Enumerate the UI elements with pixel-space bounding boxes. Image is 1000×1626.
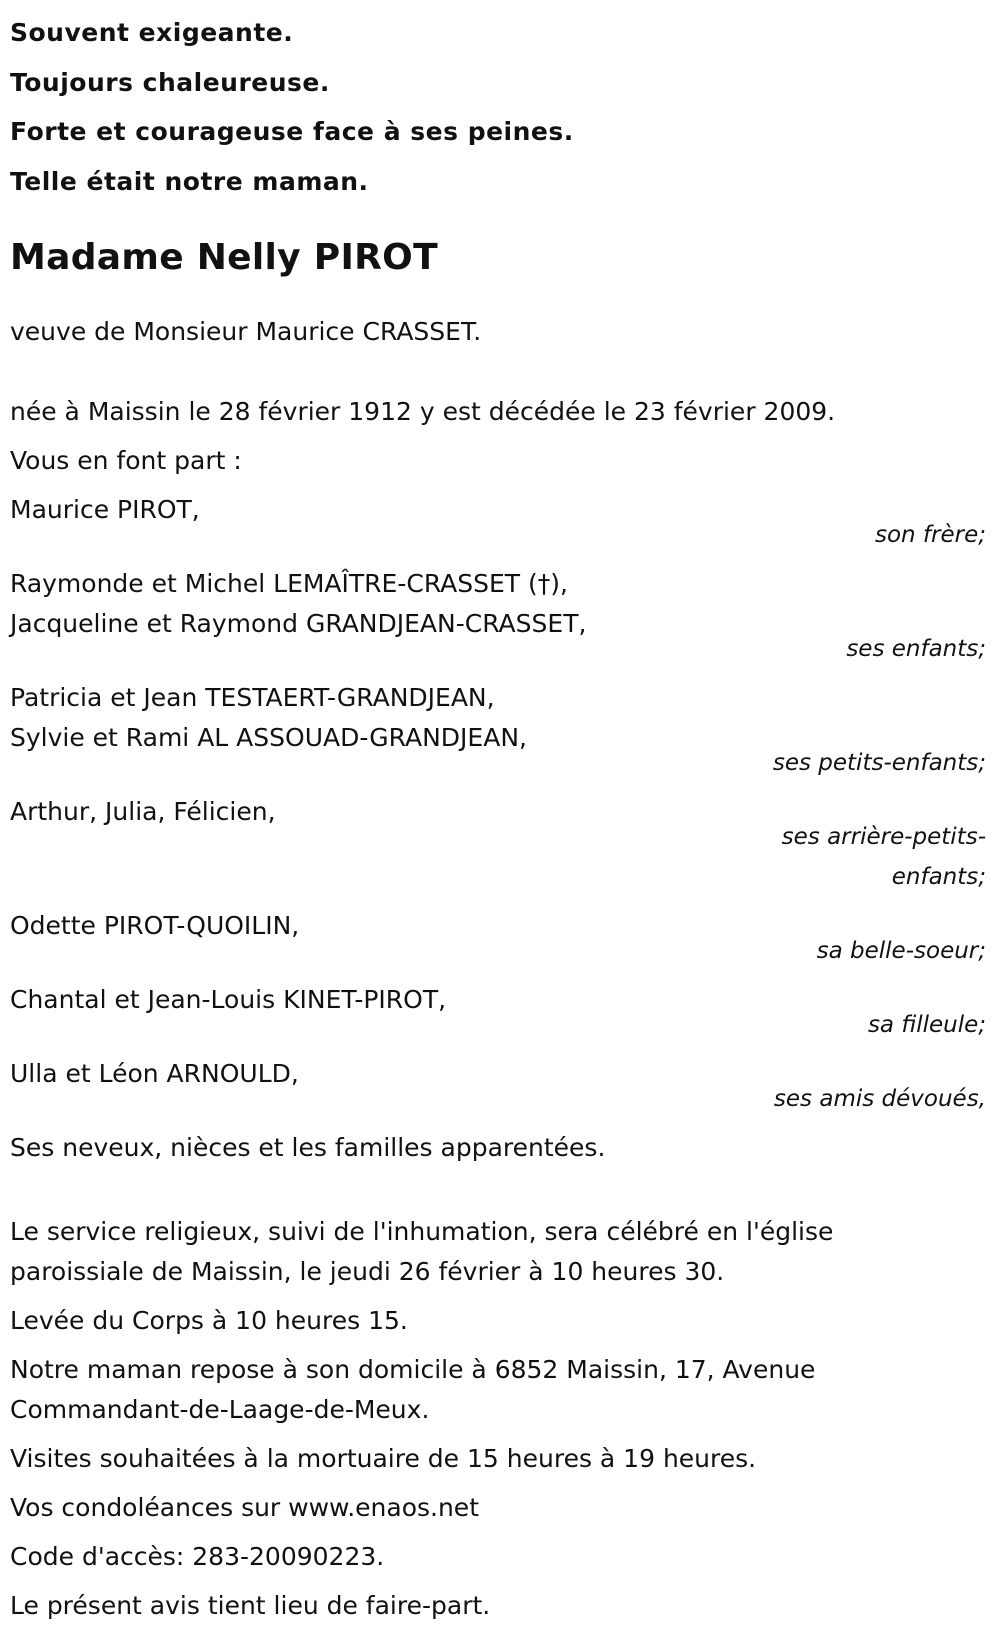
visits-line: Visites souhaitées à la mortuaire de 15 heures à 19 heures. bbox=[10, 1444, 757, 1473]
epigraph bbox=[10, 0, 986, 206]
family-name: Chantal et Jean-Louis KINET-PIROT, bbox=[10, 985, 447, 1014]
announce-line: Vous en font part : bbox=[10, 446, 242, 475]
family-name: Odette PIROT-QUOILIN, bbox=[10, 911, 300, 940]
rest-paragraph bbox=[10, 1350, 986, 1430]
epigraph-line: Telle était notre maman. bbox=[10, 166, 369, 196]
rest-line: Notre maman repose à son domicile à 6852 Maissin, 17, Avenue bbox=[10, 1355, 816, 1384]
family-name: Raymonde et Michel LEMAÎTRE-CRASSET (†), bbox=[10, 569, 568, 598]
family-group-friends bbox=[10, 1054, 986, 1119]
condolences-line: Vos condoléances sur www.enaos.net bbox=[10, 1493, 479, 1522]
epigraph-line: Souvent exigeante. bbox=[10, 18, 294, 47]
family-relation: ses amis dévoués, bbox=[773, 1086, 986, 1112]
access-code-line: Code d'accès: 283-20090223. bbox=[10, 1542, 385, 1571]
family-name: Jacqueline et Raymond GRANDJEAN-CRASSET, bbox=[10, 609, 587, 638]
family-group-sister-in-law bbox=[10, 906, 986, 971]
family-group-brother bbox=[10, 490, 986, 555]
notice-line: Le présent avis tient lieu de faire-part. bbox=[10, 1591, 491, 1620]
family-group-great-grandchildren bbox=[10, 792, 986, 897]
family-relation bbox=[756, 817, 986, 897]
family-group-children bbox=[10, 564, 986, 669]
rest-line: Commandant-de-Laage-de-Meux. bbox=[10, 1395, 430, 1424]
levee-line: Levée du Corps à 10 heures 15. bbox=[10, 1306, 408, 1335]
family-relation: son frère; bbox=[874, 522, 986, 548]
family-relation: sa filleule; bbox=[867, 1012, 986, 1038]
service-paragraph bbox=[10, 1212, 986, 1292]
epigraph-line: Forte et courageuse face à ses peines. bbox=[10, 117, 574, 146]
family-group-goddaughter bbox=[10, 980, 986, 1045]
family-group-grandchildren bbox=[10, 678, 986, 783]
epigraph-line: Toujours chaleureuse. bbox=[10, 67, 330, 97]
family-name: Maurice PIROT, bbox=[10, 495, 200, 524]
family-relation-line: ses arrière-petits- bbox=[781, 824, 986, 850]
family-relation: ses enfants; bbox=[846, 636, 986, 662]
family-relation: ses petits-enfants; bbox=[772, 750, 986, 776]
service-line: paroissiale de Maissin, le jeudi 26 février à 10 heures 30. bbox=[10, 1257, 725, 1286]
family-name: Arthur, Julia, Félicien, bbox=[10, 797, 276, 826]
family-relation: sa belle-soeur; bbox=[816, 938, 986, 964]
family-name: Patricia et Jean TESTAERT-GRANDJEAN, bbox=[10, 683, 495, 712]
service-line: Le service religieux, suivi de l'inhumation, sera célébré en l'église bbox=[10, 1217, 834, 1246]
deceased-name: Madame Nelly PIROT bbox=[10, 237, 438, 278]
family-relation-line: enfants; bbox=[891, 864, 986, 890]
family-name: Sylvie et Rami AL ASSOUAD-GRANDJEAN, bbox=[10, 723, 527, 752]
birth-death-line: née à Maissin le 28 février 1912 y est décédée le 23 février 2009. bbox=[10, 397, 836, 426]
extended-family-line: Ses neveux, nièces et les familles apparentées. bbox=[10, 1133, 606, 1162]
spouse-line: veuve de Monsieur Maurice CRASSET. bbox=[10, 317, 482, 346]
family-name: Ulla et Léon ARNOULD, bbox=[10, 1059, 299, 1088]
